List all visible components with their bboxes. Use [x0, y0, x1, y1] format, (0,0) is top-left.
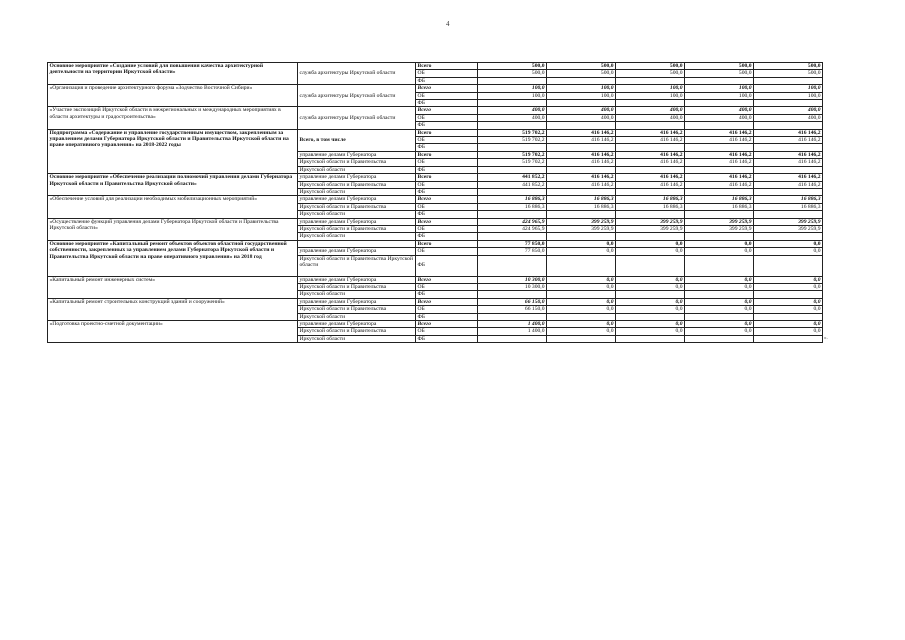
executor-cell: управление делами Губернатора	[298, 196, 416, 203]
amount-cell	[547, 166, 616, 173]
measure-name-cell: Основное мероприятие «Обеспечение реализации полномочий управления делами Губернатора Иркутской области и Правительства Иркутской области»	[48, 174, 298, 196]
funding-source-cell: ОБ	[416, 159, 478, 166]
executor-cell: служба архитектуры Иркутской области	[298, 63, 416, 85]
funding-source-cell: ФБ	[416, 291, 478, 298]
amount-cell: 416 146,2	[754, 137, 823, 144]
executor-cell: служба архитектуры Иркутской области	[298, 107, 416, 129]
executor-cell: Иркутской области и Правительства	[298, 181, 416, 188]
executor-cell	[298, 240, 416, 247]
amount-cell: 416 146,2	[754, 151, 823, 158]
table-row	[48, 107, 823, 114]
amount-cell	[478, 144, 547, 151]
amount-cell	[616, 233, 685, 240]
amount-cell	[616, 122, 685, 129]
measure-name-cell: «Обеспечение условий для реализации необходимых мобилизационных мероприятий»	[48, 196, 298, 218]
amount-cell: 0,0	[616, 240, 685, 247]
amount-cell: 0,0	[547, 276, 616, 283]
executor-cell: Иркутской области и Правительства Иркутской области	[298, 255, 416, 276]
amount-cell: 0,0	[616, 283, 685, 290]
executor-cell: Иркутской области	[298, 188, 416, 195]
amount-cell: 441 852,2	[478, 181, 547, 188]
executor-cell: управление делами Губернатора	[298, 218, 416, 225]
amount-cell: 399 259,9	[547, 218, 616, 225]
amount-cell: 0,0	[754, 276, 823, 283]
amount-cell	[547, 211, 616, 218]
funding-source-cell: ФБ	[416, 313, 478, 320]
funding-source-cell: Всего	[416, 63, 478, 70]
funding-source-cell: ФБ	[416, 77, 478, 84]
funding-source-cell: Всего	[416, 174, 478, 181]
amount-cell: 416 146,2	[616, 159, 685, 166]
funding-source-cell: ФБ	[416, 255, 478, 276]
executor-cell: управление делами Губернатора	[298, 298, 416, 305]
executor-cell: Иркутской области и Правительства	[298, 283, 416, 290]
amount-cell: 16 886,3	[754, 196, 823, 203]
funding-source-cell: Всего	[416, 276, 478, 283]
amount-cell	[754, 211, 823, 218]
amount-cell: 416 146,2	[547, 174, 616, 181]
amount-cell	[478, 255, 547, 276]
amount-cell	[754, 233, 823, 240]
amount-cell	[685, 313, 754, 320]
funding-source-cell: Всего	[416, 129, 478, 136]
closing-quote-mark: ».	[824, 336, 828, 342]
amount-cell	[478, 233, 547, 240]
funding-source-cell: ОБ	[416, 114, 478, 121]
amount-cell: 416 146,2	[685, 151, 754, 158]
executor-cell: Иркутской области и Правительства	[298, 159, 416, 166]
table-row	[48, 276, 823, 283]
table-row	[48, 298, 823, 305]
amount-cell: 416 146,2	[754, 174, 823, 181]
amount-cell	[616, 166, 685, 173]
amount-cell: 0,0	[754, 240, 823, 247]
amount-cell: 0,0	[685, 321, 754, 328]
amount-cell: 16 886,3	[478, 196, 547, 203]
amount-cell: 0,0	[616, 306, 685, 313]
amount-cell	[685, 233, 754, 240]
amount-cell: 100,0	[754, 85, 823, 92]
amount-cell: 399 259,9	[754, 225, 823, 232]
amount-cell: 100,0	[685, 92, 754, 99]
executor-cell: Иркутской области и Правительства	[298, 306, 416, 313]
amount-cell: 100,0	[478, 92, 547, 99]
amount-cell: 519 702,2	[478, 137, 547, 144]
amount-cell	[478, 313, 547, 320]
measure-name-cell: Основное мероприятие «Капитальный ремонт объектов объектов областной государственной собственности, закрепленных за управлением делами Губернатора Иркутской области и Правительства Иркутской области на праве оперативного управления» на 2018 год	[48, 240, 298, 276]
amount-cell: 500,0	[685, 70, 754, 77]
amount-cell: 0,0	[547, 240, 616, 247]
amount-cell: 16 886,3	[616, 203, 685, 210]
funding-source-cell: ОБ	[416, 283, 478, 290]
amount-cell	[478, 166, 547, 173]
amount-cell: 399 259,9	[754, 218, 823, 225]
funding-source-cell: ОБ	[416, 70, 478, 77]
amount-cell: 416 146,2	[547, 137, 616, 144]
executor-cell: управление делами Губернатора	[298, 174, 416, 181]
table-row	[48, 63, 823, 70]
funding-source-cell: ОБ	[416, 203, 478, 210]
amount-cell	[616, 100, 685, 107]
funding-source-cell: ФБ	[416, 233, 478, 240]
executor-cell: Иркутской области	[298, 166, 416, 173]
measure-name-cell: «Участие экспозиций Иркутской области в межрегиональных и международных мероприятиях в области архитектуры и градостроительства»	[48, 107, 298, 129]
amount-cell: 0,0	[754, 283, 823, 290]
funding-source-cell: Всего	[416, 196, 478, 203]
funding-source-cell: ОБ	[416, 248, 478, 255]
amount-cell: 100,0	[754, 92, 823, 99]
executor-cell: Иркутской области	[298, 211, 416, 218]
amount-cell: 100,0	[547, 85, 616, 92]
amount-cell	[685, 144, 754, 151]
executor-cell: Иркутской области	[298, 233, 416, 240]
funding-source-cell: ОБ	[416, 306, 478, 313]
amount-cell	[685, 77, 754, 84]
executor-cell: Иркутской области и Правительства	[298, 203, 416, 210]
amount-cell	[685, 255, 754, 276]
amount-cell: 16 886,3	[685, 203, 754, 210]
amount-cell: 399 259,9	[616, 225, 685, 232]
executor-cell: Всего, в том числе	[298, 129, 416, 151]
amount-cell	[547, 335, 616, 342]
amount-cell: 0,0	[547, 248, 616, 255]
amount-cell: 500,0	[754, 70, 823, 77]
executor-cell: управление делами Губернатора	[298, 321, 416, 328]
funding-source-cell: ФБ	[416, 188, 478, 195]
amount-cell: 416 146,2	[754, 181, 823, 188]
amount-cell: 16 886,3	[547, 196, 616, 203]
amount-cell: 16 886,3	[616, 196, 685, 203]
amount-cell: 77 850,0	[478, 248, 547, 255]
funding-source-cell: Всего	[416, 85, 478, 92]
amount-cell: 100,0	[616, 92, 685, 99]
amount-cell: 416 146,2	[685, 159, 754, 166]
amount-cell	[547, 77, 616, 84]
amount-cell: 66 150,0	[478, 306, 547, 313]
amount-cell: 0,0	[547, 283, 616, 290]
executor-cell: управление делами Губернатора	[298, 151, 416, 158]
amount-cell	[547, 233, 616, 240]
amount-cell: 0,0	[685, 248, 754, 255]
amount-cell: 500,0	[478, 63, 547, 70]
amount-cell: 424 965,9	[478, 218, 547, 225]
amount-cell: 0,0	[685, 306, 754, 313]
funding-source-cell: Всего	[416, 151, 478, 158]
amount-cell: 16 886,3	[754, 203, 823, 210]
funding-source-cell: ФБ	[416, 100, 478, 107]
amount-cell: 0,0	[754, 328, 823, 335]
executor-cell: Иркутской области	[298, 335, 416, 342]
measure-name-cell: Основное мероприятие «Создание условий для повышения качества архитектурной деятельности на территории Иркутской области»	[48, 63, 298, 85]
amount-cell: 416 146,2	[685, 174, 754, 181]
amount-cell: 0,0	[685, 298, 754, 305]
amount-cell	[616, 211, 685, 218]
amount-cell: 400,0	[754, 114, 823, 121]
amount-cell: 500,0	[754, 63, 823, 70]
amount-cell: 399 259,9	[547, 225, 616, 232]
amount-cell	[754, 122, 823, 129]
amount-cell: 0,0	[547, 328, 616, 335]
amount-cell: 399 259,9	[685, 225, 754, 232]
amount-cell	[616, 188, 685, 195]
amount-cell: 0,0	[547, 298, 616, 305]
budget-table	[47, 62, 823, 343]
amount-cell	[616, 335, 685, 342]
amount-cell	[478, 100, 547, 107]
amount-cell: 424 965,9	[478, 225, 547, 232]
amount-cell: 416 146,2	[616, 174, 685, 181]
amount-cell: 519 702,2	[478, 151, 547, 158]
amount-cell: 100,0	[478, 85, 547, 92]
amount-cell: 416 146,2	[616, 181, 685, 188]
funding-source-cell: ОБ	[416, 92, 478, 99]
amount-cell: 416 146,2	[616, 151, 685, 158]
amount-cell: 416 146,2	[616, 129, 685, 136]
amount-cell	[547, 188, 616, 195]
amount-cell	[547, 255, 616, 276]
amount-cell	[685, 122, 754, 129]
amount-cell: 0,0	[616, 328, 685, 335]
amount-cell	[547, 144, 616, 151]
amount-cell: 0,0	[547, 321, 616, 328]
amount-cell: 416 146,2	[685, 129, 754, 136]
amount-cell	[616, 313, 685, 320]
amount-cell: 400,0	[616, 114, 685, 121]
amount-cell: 416 146,2	[547, 181, 616, 188]
amount-cell	[616, 77, 685, 84]
amount-cell: 0,0	[616, 248, 685, 255]
measure-name-cell: «Подготовка проектно-сметной документации»	[48, 321, 298, 343]
amount-cell	[754, 313, 823, 320]
executor-cell: управление делами Губернатора	[298, 276, 416, 283]
amount-cell: 500,0	[547, 70, 616, 77]
amount-cell: 0,0	[616, 298, 685, 305]
funding-source-cell: ФБ	[416, 122, 478, 129]
amount-cell: 77 850,0	[478, 240, 547, 247]
amount-cell: 0,0	[616, 321, 685, 328]
amount-cell: 416 146,2	[685, 181, 754, 188]
amount-cell	[754, 77, 823, 84]
funding-source-cell: Всего	[416, 240, 478, 247]
executor-cell: служба архитектуры Иркутской области	[298, 85, 416, 107]
amount-cell	[685, 188, 754, 195]
amount-cell	[754, 188, 823, 195]
measure-name-cell: Подпрограмма «Содержание и управление государственным имуществом, закрепленным за управлением делами Губернатора Иркутской области и Правительства Иркутской области на праве оперативного управления» на 2018-2022 годы	[48, 129, 298, 173]
amount-cell	[685, 211, 754, 218]
amount-cell: 400,0	[685, 107, 754, 114]
amount-cell	[478, 122, 547, 129]
funding-source-cell: ФБ	[416, 335, 478, 342]
funding-source-cell: Всего	[416, 298, 478, 305]
amount-cell: 416 146,2	[754, 159, 823, 166]
executor-cell: управление делами Губернатора	[298, 248, 416, 255]
amount-cell: 10 300,0	[478, 283, 547, 290]
amount-cell: 0,0	[685, 328, 754, 335]
funding-source-cell: ОБ	[416, 225, 478, 232]
amount-cell: 416 146,2	[754, 129, 823, 136]
amount-cell	[685, 335, 754, 342]
amount-cell: 0,0	[547, 306, 616, 313]
amount-cell: 16 886,3	[685, 196, 754, 203]
measure-name-cell: «Осуществление функций управления делами Губернатора Иркутской области и Правительства Иркутской области»	[48, 218, 298, 240]
table-row	[48, 174, 823, 181]
amount-cell	[754, 100, 823, 107]
amount-cell: 399 259,9	[616, 218, 685, 225]
table-row	[48, 218, 823, 225]
amount-cell: 399 259,9	[685, 218, 754, 225]
amount-cell: 416 146,2	[547, 159, 616, 166]
amount-cell: 500,0	[616, 70, 685, 77]
amount-cell: 400,0	[754, 107, 823, 114]
funding-source-cell: ОБ	[416, 328, 478, 335]
table-row	[48, 196, 823, 203]
amount-cell: 500,0	[478, 70, 547, 77]
amount-cell	[547, 122, 616, 129]
amount-cell: 1 400,0	[478, 321, 547, 328]
amount-cell	[685, 291, 754, 298]
amount-cell: 100,0	[547, 92, 616, 99]
funding-source-cell: Всего	[416, 321, 478, 328]
amount-cell: 0,0	[754, 248, 823, 255]
amount-cell: 500,0	[547, 63, 616, 70]
amount-cell: 100,0	[685, 85, 754, 92]
funding-source-cell: ОБ	[416, 181, 478, 188]
amount-cell	[754, 255, 823, 276]
amount-cell	[616, 144, 685, 151]
amount-cell: 519 702,2	[478, 159, 547, 166]
amount-cell	[547, 313, 616, 320]
amount-cell: 441 852,2	[478, 174, 547, 181]
table-row	[48, 321, 823, 328]
amount-cell	[478, 188, 547, 195]
amount-cell: 416 146,2	[616, 137, 685, 144]
funding-source-cell: ФБ	[416, 144, 478, 151]
amount-cell	[547, 291, 616, 298]
amount-cell	[754, 335, 823, 342]
amount-cell: 519 702,2	[478, 129, 547, 136]
amount-cell	[616, 255, 685, 276]
amount-cell: 500,0	[616, 63, 685, 70]
amount-cell: 0,0	[754, 321, 823, 328]
amount-cell: 0,0	[685, 240, 754, 247]
amount-cell: 400,0	[478, 114, 547, 121]
amount-cell: 0,0	[754, 306, 823, 313]
funding-source-cell: ОБ	[416, 137, 478, 144]
funding-source-cell: ФБ	[416, 211, 478, 218]
amount-cell	[754, 291, 823, 298]
table-row	[48, 240, 823, 247]
amount-cell: 100,0	[616, 85, 685, 92]
executor-cell: Иркутской области и Правительства	[298, 225, 416, 232]
amount-cell: 0,0	[685, 283, 754, 290]
amount-cell: 400,0	[547, 114, 616, 121]
amount-cell	[478, 291, 547, 298]
amount-cell: 400,0	[547, 107, 616, 114]
measure-name-cell: «Капитальный ремонт инженерных систем»	[48, 276, 298, 298]
table-row	[48, 85, 823, 92]
amount-cell: 400,0	[685, 114, 754, 121]
funding-source-cell: Всего	[416, 107, 478, 114]
amount-cell	[685, 100, 754, 107]
executor-cell: Иркутской области	[298, 291, 416, 298]
amount-cell: 16 886,3	[547, 203, 616, 210]
amount-cell: 416 146,2	[547, 129, 616, 136]
amount-cell	[685, 166, 754, 173]
amount-cell: 416 146,2	[685, 137, 754, 144]
measure-name-cell: «Капитальный ремонт строительных конструкций зданий и сооружений»	[48, 298, 298, 320]
amount-cell: 1 400,0	[478, 328, 547, 335]
amount-cell	[478, 77, 547, 84]
funding-source-cell: Всего	[416, 218, 478, 225]
amount-cell: 400,0	[616, 107, 685, 114]
amount-cell: 500,0	[685, 63, 754, 70]
amount-cell: 10 300,0	[478, 276, 547, 283]
executor-cell: Иркутской области	[298, 313, 416, 320]
amount-cell	[754, 166, 823, 173]
amount-cell	[754, 144, 823, 151]
measure-name-cell: «Организация и проведение архитектурного форума «Зодчество Восточной Сибири»	[48, 85, 298, 107]
amount-cell: 416 146,2	[547, 151, 616, 158]
amount-cell: 66 150,0	[478, 298, 547, 305]
executor-cell: Иркутской области и Правительства	[298, 328, 416, 335]
amount-cell	[478, 335, 547, 342]
amount-cell: 400,0	[478, 107, 547, 114]
amount-cell: 0,0	[685, 276, 754, 283]
page-number: 4	[446, 20, 450, 28]
amount-cell: 16 886,3	[478, 203, 547, 210]
amount-cell	[478, 211, 547, 218]
funding-source-cell: ФБ	[416, 166, 478, 173]
table-row	[48, 129, 823, 136]
amount-cell	[616, 291, 685, 298]
amount-cell	[547, 100, 616, 107]
amount-cell: 0,0	[616, 276, 685, 283]
amount-cell: 0,0	[754, 298, 823, 305]
